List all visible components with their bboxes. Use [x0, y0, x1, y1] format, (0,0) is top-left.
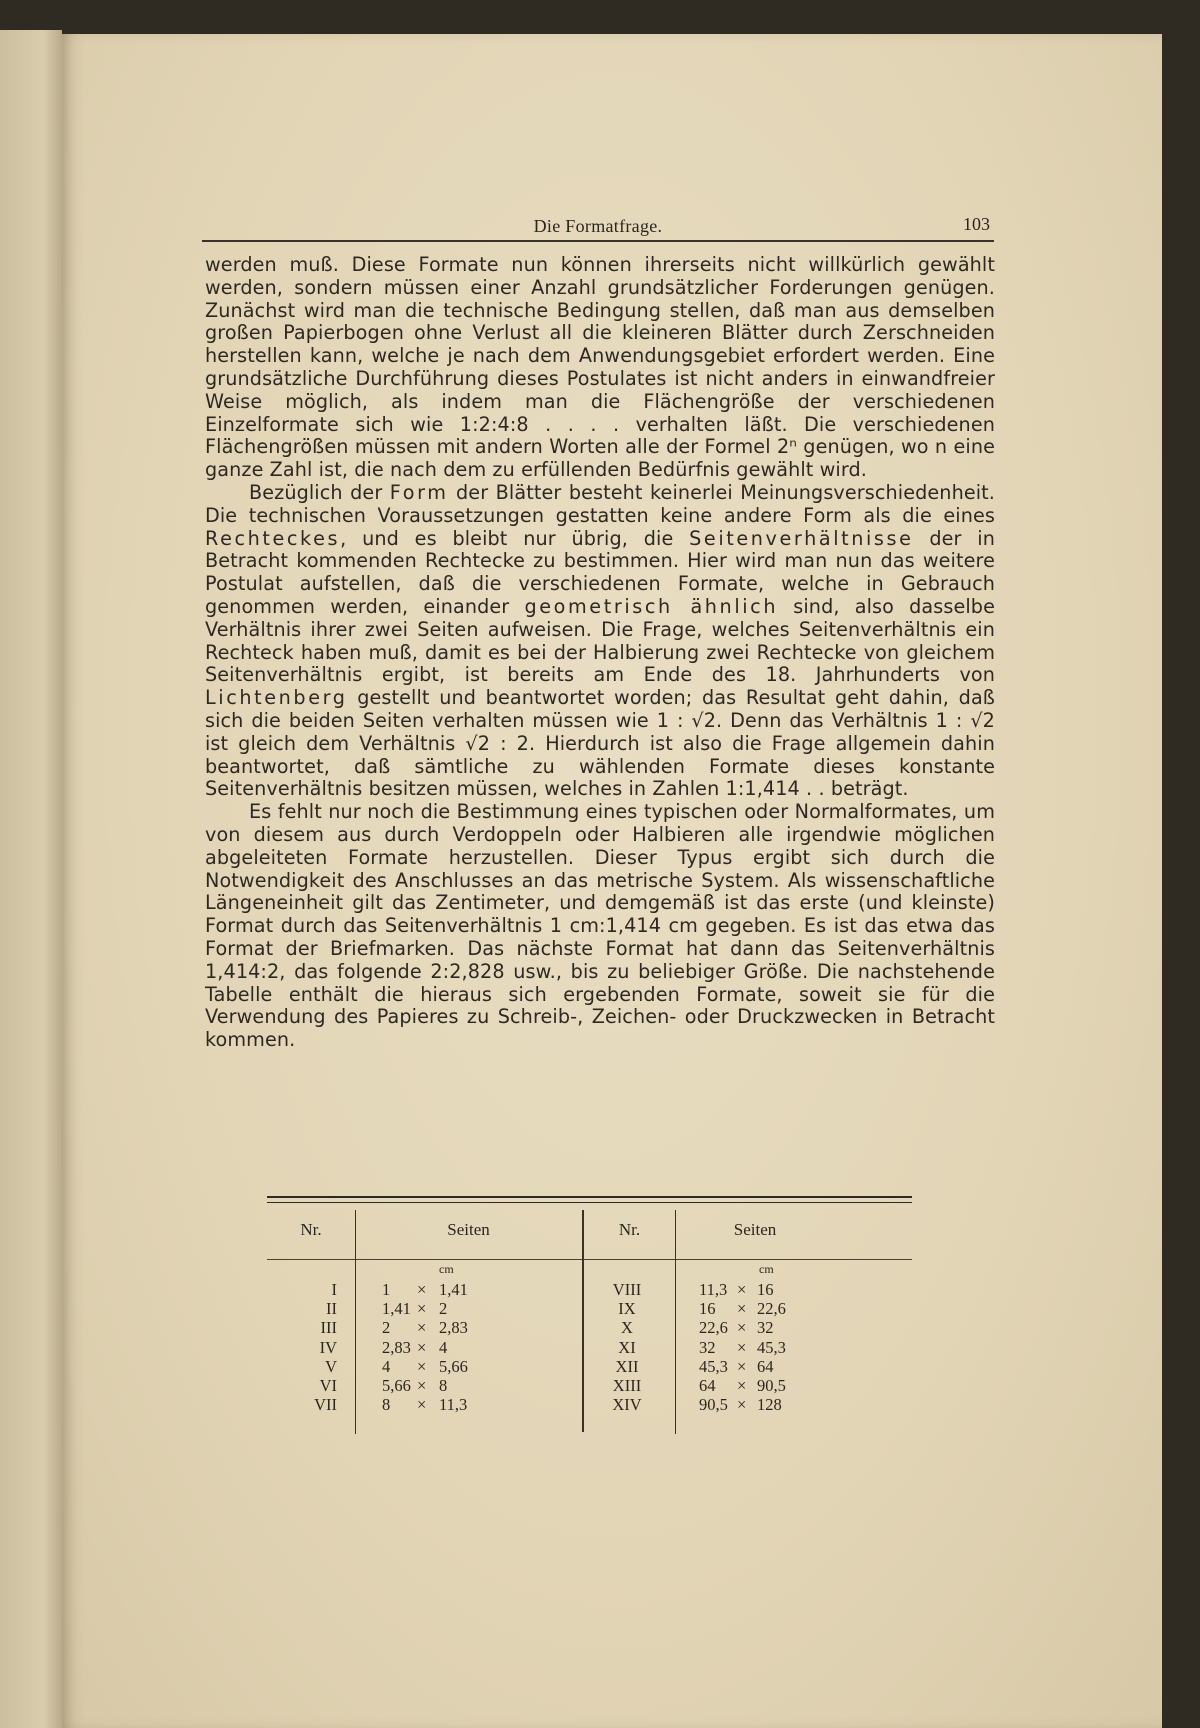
format-table [267, 1196, 912, 1436]
running-title: Die Formatfrage. [533, 216, 663, 236]
table-cell-nr: XIV [612, 1395, 642, 1415]
table-cell-side-b: 8 [439, 1376, 448, 1395]
times-icon: × [417, 1337, 427, 1357]
table-cell-side-b: 32 [757, 1318, 774, 1338]
table-rule-top-inner [267, 1202, 912, 1203]
table-cell-side-a: 16 [699, 1299, 716, 1319]
times-icon: × [417, 1299, 427, 1319]
unit-label-right: cm [759, 1262, 774, 1276]
paragraph-2-text-e: sind, also dasselbe Verhältnis ihrer zwei Seiten aufweisen. Die Frage, welches Seitenverhältnis ein Rechteck haben muß, damit es bei der Halbierung zwei Rechtecke von gleichem Seitenverhältnis ergibt, ist bereits am Ende des 18. Jahrhunderts von [205, 594, 995, 687]
table-cell-nr: II [326, 1299, 337, 1319]
table-cell-side-a: 64 [699, 1376, 716, 1395]
table-cell-nr: VII [314, 1395, 337, 1415]
unit-label-left: cm [439, 1262, 454, 1276]
page-header [202, 174, 994, 234]
times-icon: × [417, 1280, 427, 1299]
times-icon: × [417, 1395, 427, 1415]
times-icon: × [417, 1318, 427, 1338]
paragraph-2 [205, 482, 995, 801]
table-cell-side-b: 64 [757, 1356, 774, 1376]
page-number: 103 [963, 214, 990, 234]
paragraph-2-text-d: der in Betracht kommenden Rechtecke zu bestimmen. Hier wird man nun das weitere Postulat aufstellen, daß die verschiedenen Formate, welche in Gebrauch genommen werden, einander [205, 526, 995, 618]
header-nr-right: Nr. [618, 1220, 641, 1239]
table-divider [355, 1266, 356, 1434]
header-seiten-right: Seiten [733, 1220, 777, 1239]
emphasis-geometrisch: geometrisch ähnlich [524, 594, 779, 618]
table-cell-nr: XI [618, 1337, 636, 1357]
table-cell-nr: X [621, 1318, 633, 1338]
table-cell-nr: XIII [612, 1376, 642, 1395]
book-page [62, 34, 1162, 1728]
times-icon: × [417, 1376, 427, 1395]
paragraph-1: werden muß. Diese Formate nun können ihrerseits nicht willkürlich gewählt werden, sondern müssen einer Anzahl grundsätzlicher Forderungen genügen. Zunächst wird man die technische Bedingung stellen, daß man aus demselben großen Papierbogen ohne Verlust all die kleineren Blätter durch Zerschneiden herstellen kann, welche je nach dem Anwendungsgebiet erfordert werden. Eine grundsätzliche Durchführung dieses Postulates ist nicht anders in einwandfreier Weise möglich, als indem man die Flächengröße der verschiedenen Einzelformate sich wie 1:2:4:8 . . . . verhalten läßt. Die verschiedenen Flächengrößen müssen mit andern Worten alle der Formel 2ⁿ genügen, wo n eine ganze Zahl ist, die nach dem zu erfüllenden Bedürfnis gewählt wird. [205, 253, 995, 482]
table-cell-side-a: 2 [382, 1318, 391, 1338]
table-cell-nr: VIII [612, 1280, 642, 1299]
emphasis-form: Form [389, 480, 449, 504]
times-icon: × [737, 1299, 747, 1319]
paragraph-2-text-f: gestellt und beantwortet worden; das Resultat geht dahin, daß sich die beiden Seiten verhalten müssen wie 1 : √2. Denn das Verhältnis 1 : √2 ist gleich dem Verhältnis √2 : 2. Hierdurch ist also die Frage allgemein dahin beantwortet, daß sämtliche zu wählenden Formate dieses konstante Seitenverhältnis besitzen müssen, welches in Zahlen 1:1,414 . . beträgt. [205, 686, 995, 801]
table-cell-nr: V [325, 1356, 337, 1376]
times-icon: × [737, 1376, 747, 1395]
table-cell-nr: I [331, 1280, 337, 1299]
table-cell-side-a: 32 [699, 1337, 716, 1357]
table-cell-side-a: 5,66 [382, 1376, 411, 1395]
table-cell-nr: IV [319, 1337, 337, 1357]
table-cell-side-a: 90,5 [699, 1395, 728, 1415]
table-cell-side-b: 11,3 [439, 1395, 468, 1415]
table-cell-nr: III [320, 1318, 337, 1338]
table-divider-center [582, 1210, 584, 1432]
times-icon: × [737, 1280, 747, 1299]
table-cell-nr: IX [618, 1299, 636, 1319]
table-cell-side-a: 8 [382, 1395, 391, 1415]
table-cell-side-a: 11,3 [699, 1280, 728, 1299]
times-icon: × [737, 1318, 747, 1338]
table-cell-nr: VI [319, 1376, 337, 1395]
table-cell-side-a: 1 [382, 1280, 391, 1299]
table-cell-side-a: 2,83 [382, 1337, 411, 1357]
table-rule-top [267, 1196, 912, 1198]
table-cell-side-b: 90,5 [757, 1376, 786, 1395]
table-cell-side-b: 1,41 [439, 1280, 468, 1299]
emphasis-rechteckes: Rechteckes [205, 526, 341, 550]
table-cell-side-b: 2 [439, 1299, 448, 1319]
paragraph-2-text-a: Bezüglich der [249, 480, 390, 504]
paragraph-2-text-c: , und es bleibt nur übrig, die [340, 526, 690, 550]
table-cell-side-b: 2,83 [439, 1318, 468, 1338]
table-cell-side-b: 5,66 [439, 1356, 468, 1376]
emphasis-seitenverhaeltnisse: Seitenverhältnisse [689, 526, 914, 550]
table-cell-side-a: 22,6 [699, 1318, 728, 1338]
body-text [205, 254, 995, 1052]
header-nr-left: Nr. [300, 1220, 322, 1239]
times-icon: × [737, 1337, 747, 1357]
table-cell-side-a: 45,3 [699, 1356, 728, 1376]
table-cell-side-a: 4 [382, 1356, 391, 1376]
facing-page-edge [0, 30, 62, 1728]
times-icon: × [737, 1395, 747, 1415]
table-cell-side-b: 128 [757, 1395, 782, 1415]
table-cell-side-a: 1,41 [382, 1299, 411, 1319]
table-cell-side-b: 45,3 [757, 1337, 786, 1357]
header-seiten-left: Seiten [447, 1220, 490, 1239]
table-header-rule [267, 1259, 912, 1260]
table-cell-nr: XII [615, 1356, 639, 1376]
paragraph-2-text-b: der Blätter besteht keinerlei Meinungsverschiedenheit. Die technischen Voraussetzungen gestatten keine andere Form als die eines [205, 480, 995, 527]
table-divider [675, 1266, 676, 1434]
paragraph-3: Es fehlt nur noch die Bestimmung eines typischen oder Normalformates, um von diesem aus durch Verdoppeln oder Halbieren alle irgendwie möglichen abgeleiteten Formate herzustellen. Dieser Typus ergibt sich durch die Notwendigkeit des Anschlusses an das metrische System. Als wissenschaftliche Längeneinheit gilt das Zentimeter, und demgemäß ist das erste (und kleinste) Format durch das Seitenverhältnis 1 cm:1,414 cm gegeben. Es ist das etwa das Format der Briefmarken. Das nächste Format hat dann das Seitenverhältnis 1,414:2, das folgende 2:2,828 usw., bis zu beliebiger Größe. Die nachstehende Tabelle enthält die hieraus sich ergebenden Formate, soweit sie für die Verwendung des Papieres zu Schreib-, Zeichen- oder Druckzwecken in Betracht kommen. [205, 800, 995, 1052]
emphasis-lichtenberg: Lichtenberg [205, 686, 348, 710]
table-cell-side-b: 22,6 [757, 1299, 786, 1319]
times-icon: × [737, 1356, 747, 1376]
header-rule [202, 240, 994, 242]
table-cell-side-b: 16 [757, 1280, 774, 1299]
times-icon: × [417, 1356, 427, 1376]
table-cell-side-b: 4 [439, 1337, 448, 1357]
